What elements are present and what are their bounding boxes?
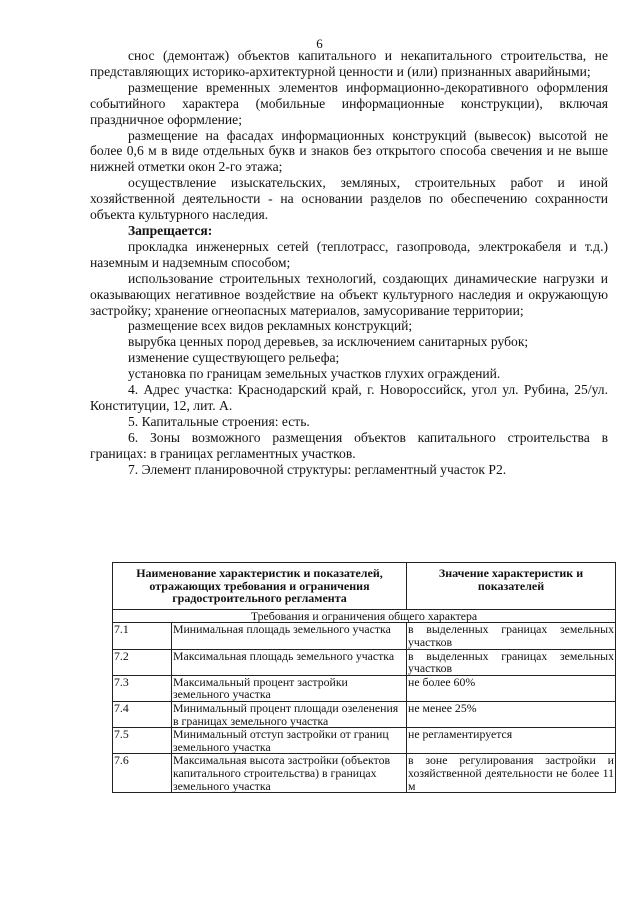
table-row [113, 623, 616, 649]
row-name: Минимальный отступ застройки от границ земельного участка [172, 728, 407, 754]
paragraph: прокладка инженерных сетей (теплотрасс, газопровода, электрокабеля и т.д.) наземным и надземным способом; [90, 238, 608, 270]
table-row [113, 649, 616, 675]
row-number: 7.3 [113, 675, 172, 701]
row-name: Минимальная площадь земельного участка [172, 623, 407, 649]
paragraph: вырубка ценных пород деревьев, за исключением санитарных рубок; [128, 334, 529, 350]
paragraph: размещение на фасадах информационных конструкций (вывесок) высотой не более 0,6 м в виде отдельных букв и знаков без открытого способа свечения и не выше нижней отметки окон 2-го этажа; [90, 127, 608, 175]
paragraph: установка по границам земельных участков глухих ограждений. [128, 366, 501, 382]
paragraph: размещение временных элементов информационно-декоративного оформления событийного характера (мобильные информационные конструкции), включая праздничное оформление; [90, 79, 608, 127]
paragraph: размещение всех видов рекламных конструкций; [128, 318, 413, 334]
paragraph: осуществление изыскательских, земляных, строительных работ и иной хозяйственной деятельности - на основании разделов по обеспечению сохранности объекта культурного наследия. [90, 175, 608, 223]
row-number: 7.2 [113, 649, 172, 675]
row-name: Максимальная высота застройки (объектов капитального строительства) в границах земельного участка [172, 754, 407, 793]
paragraph: использование строительных технологий, создающих динамические нагрузки и оказывающих негативное воздействие на объект культурного наследия и окружающую застройку; хранение огнеопасных материалов, замусоривание территории; [90, 270, 608, 318]
table-row [113, 701, 616, 727]
row-number: 7.6 [113, 754, 172, 793]
table-row [113, 728, 616, 754]
row-number: 7.5 [113, 728, 172, 754]
row-value: не регламентируется [407, 728, 616, 754]
table-subheader-row [113, 609, 616, 623]
row-value: в выделенных границах земельных участков [408, 622, 614, 649]
paragraph: 6. Зоны возможного размещения объектов капитального строительства в границах: в границах регламентных участков. [90, 429, 608, 461]
paragraph: изменение существующего рельефа; [128, 350, 340, 366]
row-value: в зоне регулирования застройки и хозяйственной деятельности не более 11 м [408, 753, 614, 793]
document-body [90, 48, 608, 477]
paragraph: снос (демонтаж) объектов капитального и некапитального строительства, не представляющих историко-архитектурной ценности и (или) признанных аварийными; [90, 48, 608, 79]
row-number: 7.4 [113, 701, 172, 727]
paragraph: 4. Адрес участка: Краснодарский край, г. Новороссийск, угол ул. Рубина, 25/ул. Конституции, 12, лит. А. [90, 382, 608, 413]
section-heading: Запрещается: [128, 222, 213, 238]
row-value: не более 60% [407, 675, 616, 701]
row-name: Минимальный процент площади озеленения в границах земельного участка [172, 701, 407, 727]
header-name-cell: Наименование характеристик и показателей, отражающих требования и ограничения градостроительного регламента [113, 563, 407, 610]
paragraph: 7. Элемент планировочной структуры: регламентный участок Р2. [128, 461, 507, 477]
row-name: Максимальная площадь земельного участка [172, 649, 407, 675]
row-value: в выделенных границах земельных участков [408, 648, 614, 676]
table-header-row [113, 563, 616, 610]
row-value: не менее 25% [407, 701, 616, 727]
regulations-table [112, 562, 616, 793]
table-row [113, 754, 616, 793]
subheader-cell: Требования и ограничения общего характера [113, 609, 616, 623]
row-name: Максимальный процент застройки земельного участка [172, 675, 407, 701]
paragraph: 5. Капитальные строения: есть. [128, 413, 310, 429]
table-row [113, 675, 616, 701]
row-number: 7.1 [113, 623, 172, 649]
page-number: 6 [316, 36, 323, 51]
header-value-cell: Значение характеристик и показателей [407, 563, 616, 610]
